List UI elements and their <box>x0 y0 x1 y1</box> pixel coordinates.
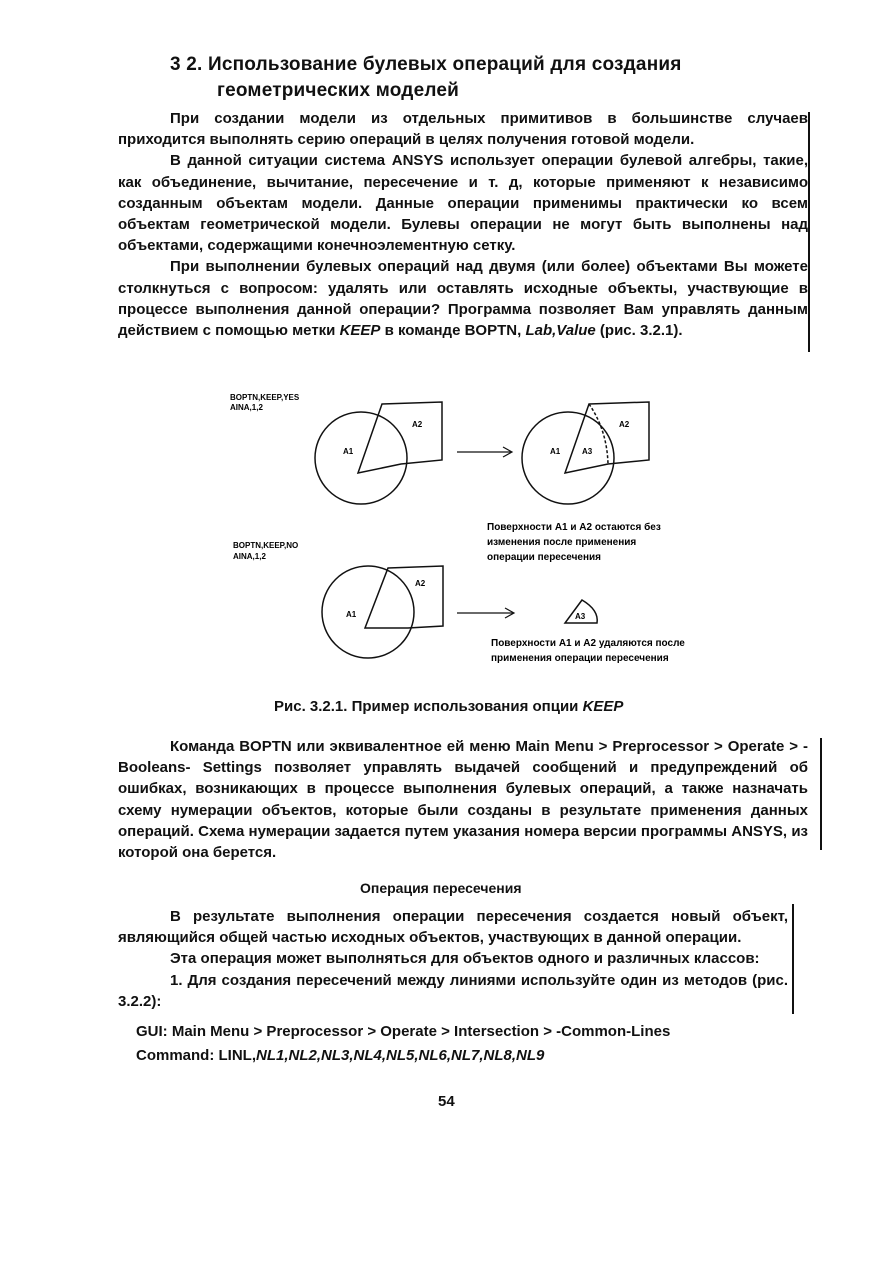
gui-path: Main Menu > Preprocessor > Operate > Intersection > -Common-Lines <box>171 1023 671 1040</box>
section-heading <box>170 52 790 104</box>
gui-path-line <box>136 1023 670 1040</box>
keep-keyword: KEEP <box>339 322 381 340</box>
paragraph-4-text-c: позволяет управлять выдачей сообщений и предупреждений об ошибках, возникающих в процессе выполнения булевых операций, а также назначать схему нумерации объектов, которые были созданы в результате применения данных операций. Схема нумерации задается путем указания номера версии программы ANSYS, из которой она берется. <box>118 759 808 862</box>
intro-paragraphs <box>118 108 808 341</box>
note-top-line-3: операции пересечения <box>487 552 602 563</box>
lab-value-keyword: Lab,Value <box>525 322 596 340</box>
polygon-a2-bottom-left <box>365 566 443 628</box>
page-number: 54 <box>438 1093 455 1110</box>
heading-line-2: геометрических моделей <box>217 80 460 101</box>
circle-a1-top-left <box>315 412 407 504</box>
paragraph-4-text-a: Команда <box>170 738 240 755</box>
note-top-line-2: изменения после применения <box>487 537 637 548</box>
paragraph-5: В результате выполнения операции пересечения создается новый объект, являющийся общей частью исходных объектов, участвующих в данной операции. <box>118 908 788 947</box>
command-line <box>136 1047 544 1064</box>
label-a1-top-right: A1 <box>550 447 561 456</box>
label-a3-top-right: A3 <box>582 447 593 456</box>
command-name: LINL, <box>218 1047 256 1064</box>
command-label: Command: <box>136 1047 219 1064</box>
label-a1-top-left: A1 <box>343 447 354 456</box>
section-title-intersection: Операция пересечения <box>360 880 522 896</box>
caption-text: Рис. 3.2.1. Пример использования опции <box>274 698 583 715</box>
paragraph-1: При создании модели из отдельных примитивов в большинстве случаев приходится выполнять серию операций в целях получения готовой модели. <box>118 110 808 149</box>
paragraph-3-text-d: (рис. 3.2.1). <box>595 322 683 340</box>
command-args: NL1,NL2,NL3,NL4,NL5,NL6,NL7,NL8,NL9 <box>256 1047 545 1064</box>
bottom-command-2: AINA,1,2 <box>233 552 266 561</box>
paragraph-2: В данной ситуации система ANSYS использует операции булевой алгебры, такие, как объединение, вычитание, пересечение и т. д, которые применяют к независимо созданным объектам модели. Данные операции применимы практически ко всем объектам геометрической модели. Булевы операции не могут быть выполнены над объектами, содержащими конечноэлементную сетку. <box>118 152 808 255</box>
caption-keep: KEEP <box>582 698 624 715</box>
paragraph-3-text-c: , <box>517 322 526 340</box>
paragraph-7: 1. Для создания пересечений между линиями используйте один из методов (рис. 3.2.2): <box>118 971 788 1010</box>
boptn-keyword: BOPTN <box>464 322 518 340</box>
circle-a1-bottom-left <box>322 566 414 658</box>
top-command-1: BOPTN,KEEP,YES <box>230 393 300 402</box>
note-bottom-line-2: применения операции пересечения <box>491 653 669 664</box>
paragraph-4-boptn: BOPTN <box>239 738 292 755</box>
paragraph-4 <box>118 736 808 863</box>
heading-line-1: 3 2. Использование булевых операций для создания <box>170 54 682 75</box>
intersection-paragraphs <box>118 906 788 1012</box>
note-top-line-1: Поверхности A1 и A2 остаются без <box>487 522 661 533</box>
margin-bar-3 <box>792 904 794 1014</box>
note-bottom-line-1: Поверхности A1 и A2 удаляются после <box>491 638 685 649</box>
paragraph-6: Эта операция может выполняться для объектов одного и различных классов: <box>170 950 760 968</box>
paragraph-3 <box>118 256 808 341</box>
label-a1-bottom-left: A1 <box>346 610 357 619</box>
label-a2-top-right: A2 <box>619 420 630 429</box>
paragraph-4-text-b: или эквивалентное ей меню <box>291 738 516 755</box>
label-a2-top-left: A2 <box>412 420 423 429</box>
margin-bar-2 <box>820 738 822 850</box>
circle-a1-top-right <box>522 412 614 504</box>
bottom-command-1: BOPTN,KEEP,NO <box>233 541 299 550</box>
boptn-paragraph-block <box>118 736 808 863</box>
label-a2-bottom-left: A2 <box>415 579 426 588</box>
paragraph-3-text-a: При выполнении булевых операций над двумя (или более) объектами Вы можете столкнуться с вопросом: удалять или оставлять исходные объекты, участвующие в процессе выполнения данной операции? Программа позволяет Вам управлять данным действием с помощью метки <box>118 258 808 340</box>
paragraph-3-text-b: в команде <box>380 322 465 340</box>
figure-caption <box>274 698 623 715</box>
keep-option-figure <box>225 390 785 680</box>
label-a3-bottom: A3 <box>575 612 586 621</box>
gui-label: GUI: <box>136 1023 172 1040</box>
margin-bar-1 <box>808 112 810 352</box>
paragraph-4-menu-path: Main Menu > Preprocessor > Operate > -Booleans- Settings <box>118 738 808 777</box>
top-command-2: AINA,1,2 <box>230 403 263 412</box>
